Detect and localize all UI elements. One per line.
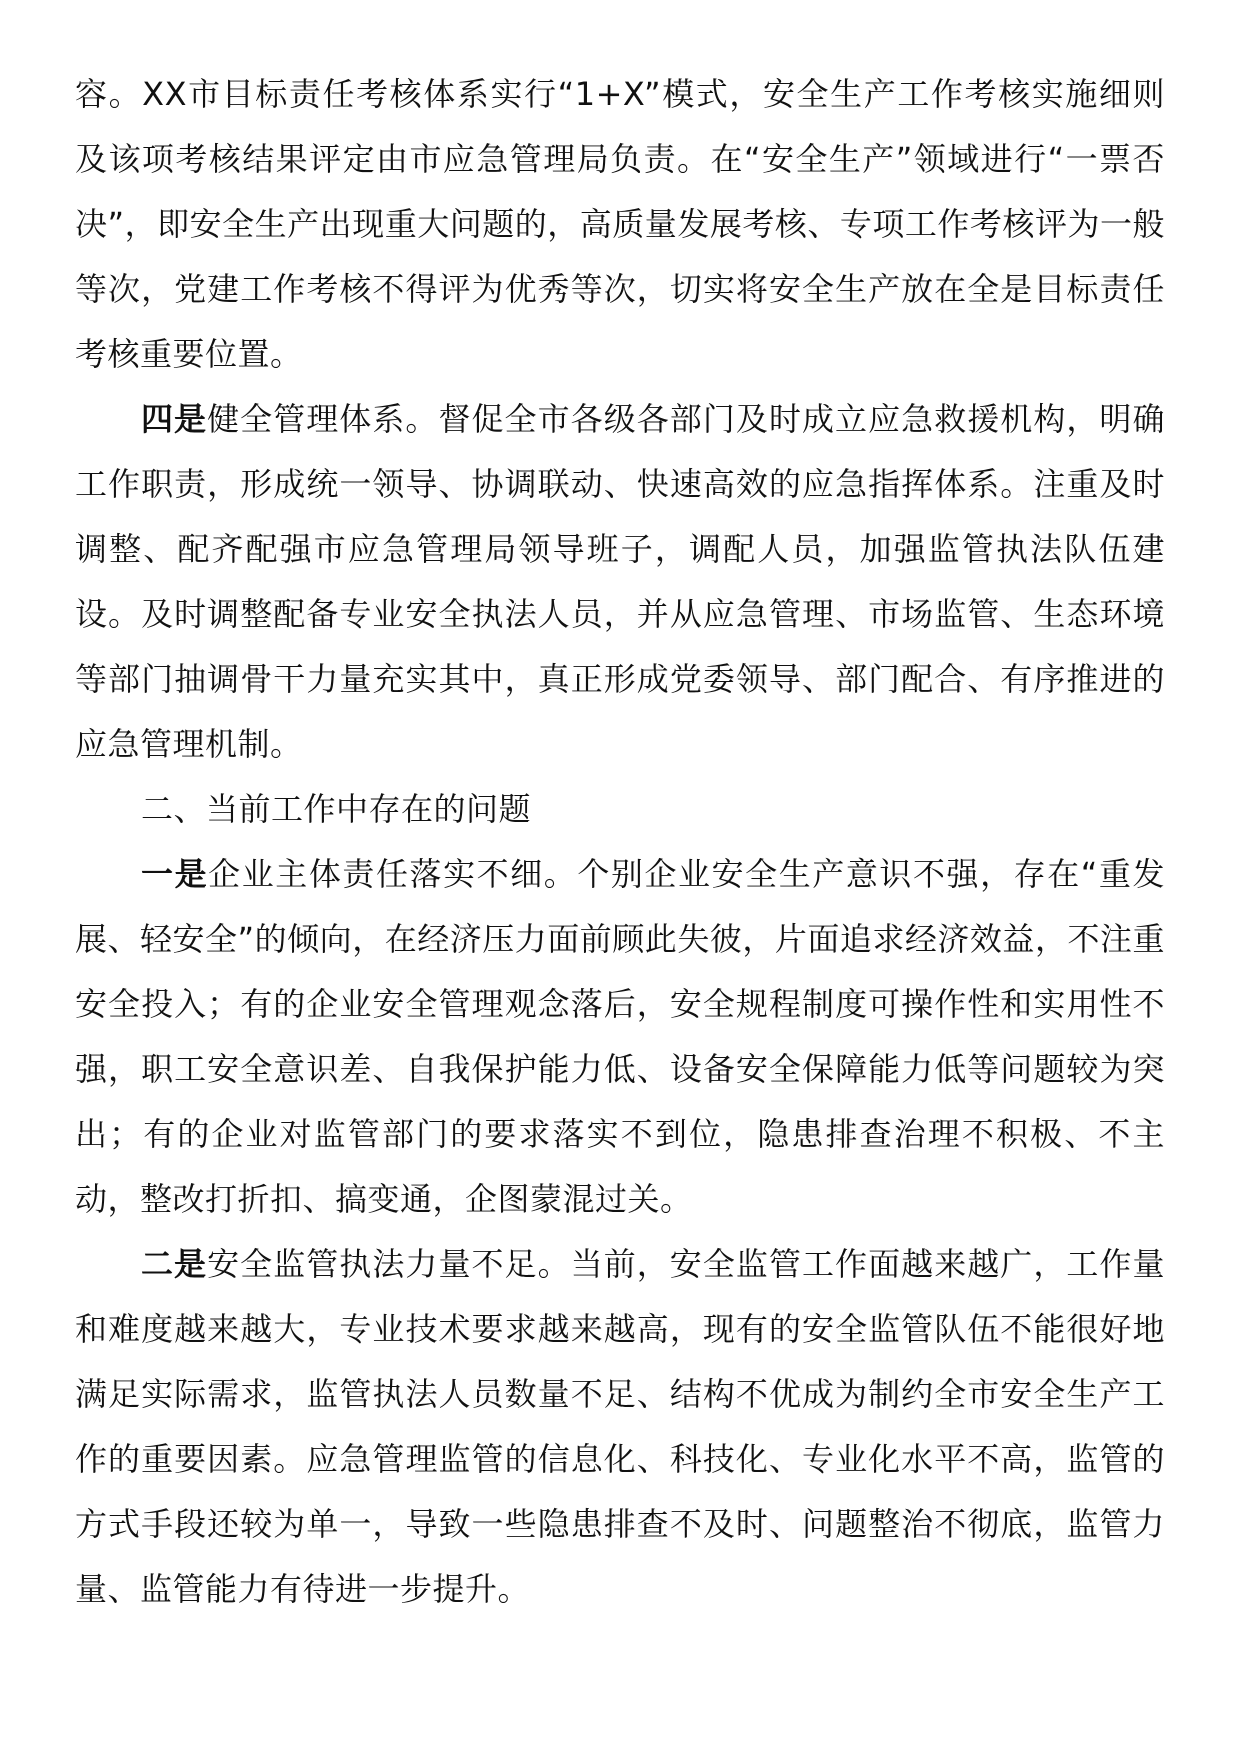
paragraph-text: 健全管理体系。督促全市各级各部门及时成立应急救援机构，明确工作职责，形成统一领导、协调联动、快速高效的应急指挥体系。注重及时调整、配齐配强市应急管理局领导班子，调配人员，加强监管执法队伍建设。及时调整配备专业安全执法人员，并从应急管理、市场监管、生态环境等部门抽调骨干力量充实其中，真正形成党委领导、部门配合、有序推进的应急管理机制。	[75, 400, 1165, 763]
paragraph-point-one	[75, 842, 1165, 1232]
paragraph-lead: 一是	[141, 855, 209, 893]
section-heading	[75, 777, 1165, 842]
section-heading-text: 二、当前工作中存在的问题	[141, 790, 532, 828]
paragraph-lead: 二是	[141, 1245, 208, 1283]
paragraph-text: 容。XX市目标责任考核体系实行“1+X”模式，安全生产工作考核实施细则及该项考核结果评定由市应急管理局负责。在“安全生产”领域进行“一票否决”，即安全生产出现重大问题的，高质量发展考核、专项工作考核评为一般等次，党建工作考核不得评为优秀等次，切实将安全生产放在全是目标责任考核重要位置。	[75, 75, 1165, 373]
document-page	[75, 62, 1165, 1622]
paragraph-text: 企业主体责任落实不细。个别企业安全生产意识不强，存在“重发展、轻安全”的倾向，在经济压力面前顾此失彼，片面追求经济效益，不注重安全投入；有的企业安全管理观念落后，安全规程制度可操作性和实用性不强，职工安全意识差、自我保护能力低、设备安全保障能力低等问题较为突出；有的企业对监管部门的要求落实不到位，隐患排查治理不积极、不主动，整改打折扣、搞变通，企图蒙混过关。	[75, 855, 1165, 1218]
paragraph-point-two	[75, 1232, 1165, 1622]
paragraph-continuation	[75, 62, 1165, 387]
paragraph-text: 安全监管执法力量不足。当前，安全监管工作面越来越广，工作量和难度越来越大，专业技术要求越来越高，现有的安全监管队伍不能很好地满足实际需求，监管执法人员数量不足、结构不优成为制约全市安全生产工作的重要因素。应急管理监管的信息化、科技化、专业化水平不高，监管的方式手段还较为单一，导致一些隐患排查不及时、问题整治不彻底，监管力量、监管能力有待进一步提升。	[75, 1245, 1165, 1608]
paragraph-lead: 四是	[141, 400, 208, 438]
paragraph-point-four	[75, 387, 1165, 777]
